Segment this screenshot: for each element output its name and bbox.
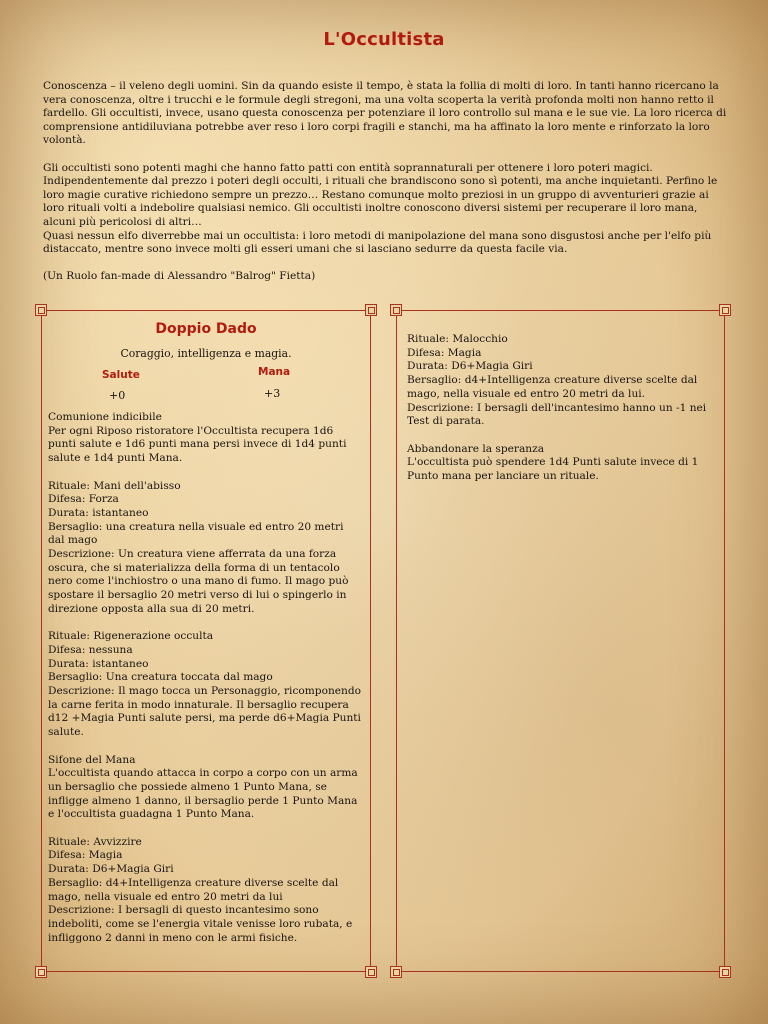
corner-ornament — [365, 304, 377, 316]
ability-block: Rituale: Rigenerazione occulta Difesa: nessuna Durata: istantaneo Bersaglio: Una creatura toccata dal mago Descrizione: Il mago tocca un Personaggio, ricomponendo la carne ferita in modo innaturale. Il bersaglio recupera d12 +Magia Punti salute persi, ma perde d6+Magia Punti salute. — [48, 630, 362, 739]
page-title: L'Occultista — [323, 29, 445, 50]
box-subtitle: Coraggio, intelligenza e magia. — [120, 347, 292, 360]
ability-block: Abbandonare la speranza L'occultista può spendere 1d4 Punti salute invece di 1 Punto mana per lanciare un rituale. — [407, 442, 699, 483]
mana-value: +3 — [264, 387, 281, 400]
corner-ornament — [365, 966, 377, 978]
box-title: Doppio Dado — [155, 321, 257, 337]
corner-ornament — [390, 966, 402, 978]
salute-value: +0 — [109, 389, 126, 402]
mana-label: Mana — [258, 366, 291, 378]
corner-ornament — [719, 304, 731, 316]
corner-ornament — [719, 966, 731, 978]
salute-label: Salute — [102, 369, 140, 381]
left-panel-body — [48, 411, 362, 959]
ability-block: Rituale: Avvizzire Difesa: Magia Durata: D6+Magia Giri Bersaglio: d4+Intelligenza creature diverse scelte dal mago, nella visuale ed entro 20 metri da lui Descrizione: I bersagli di questo incantesimo sono indeboliti, come se l'energia vitale venisse loro rubata, e infliggono 2 danni in meno con le armi fisiche. — [48, 835, 353, 944]
intro-paragraph-1: Conoscenza – il veleno degli uomini. Sin da quando esiste il tempo, è stata la follia di molti di loro. In tanti hanno ricercano la vera conoscenza, oltre i trucchi e le formule degli stregoni, ma una volta scoperta la verità profonda molti non hanno retto il fardello. Gli occultisti, invece, usano questa conoscenza per potenziare il loro controllo sul mana e le sue vie. La loro ricerca di comprensione antidiluviana potrebbe aver reso i loro corpi fragili e stanchi, ma ha affinato la loro mente e rinforzato la loro volontà. — [43, 80, 727, 147]
right-panel-body — [407, 333, 716, 497]
left-panel — [41, 310, 371, 972]
intro-paragraph-3: Quasi nessun elfo diverrebbe mai un occultista: i loro metodi di manipolazione del mana sono disgustosi anche per l'elfo più distaccato, mentre sono invece molti gli esseri umani che si lasciano sedurre da questa facile via. — [43, 229, 712, 256]
corner-ornament — [390, 304, 402, 316]
corner-ornament — [35, 966, 47, 978]
ability-block: Sifone del Mana L'occultista quando attacca in corpo a corpo con un arma un bersaglio che possiede almeno 1 Punto Mana, se infligge almeno 1 danno, il bersaglio perde 1 Punto Mana e l'occultista guadagna 1 Punto Mana. — [48, 753, 358, 821]
ability-block: Comunione indicibile Per ogni Riposo ristoratore l'Occultista recupera 1d6 punti salute e 1d6 punti mana persi invece di 1d4 punti salute e 1d4 punti Mana. — [48, 411, 347, 465]
intro-credit: (Un Ruolo fan-made di Alessandro "Balrog" Fietta) — [43, 270, 316, 283]
intro-paragraph-2: Gli occultisti sono potenti maghi che hanno fatto patti con entità soprannaturali per ottenere i loro poteri magici. Indipendentemente dal prezzo i poteri degli occulti, i rituali che brandiscono sono sì potenti, ma anche inquietanti. Perfino le loro magie curative richiedono sempre un prezzo… Restano comunque molto preziosi in un gruppo di avventurieri grazie ai loro rituali volti a indebolire qualsiasi nemico. Gli occultisti inoltre conoscono diversi sistemi per recuperare il loro mana, alcuni più pericolosi di altri… — [43, 161, 718, 228]
corner-ornament — [35, 304, 47, 316]
ability-block: Rituale: Mani dell'abisso Difesa: Forza Durata: istantaneo Bersaglio: una creatura nella visuale ed entro 20 metri dal mago Descrizione: Un creatura viene afferrata da una forza oscura, che si materializza della forma di un tentacolo nero come l'inchiostro o una mano di fumo. Il mago può spostare il bersaglio 20 metri verso di lui o spingerlo in direzione opposta alla sua di 20 metri. — [48, 479, 349, 615]
ability-block: Rituale: Malocchio Difesa: Magia Durata: D6+Magia Giri Bersaglio: d4+Intelligenza creature diverse scelte dal mago, nella visuale ed entro 20 metri da lui. Descrizione: I bersagli dell'incantesimo hanno un -1 nei Test di parata. — [407, 333, 707, 428]
intro-text — [43, 80, 733, 298]
right-panel — [396, 310, 725, 972]
